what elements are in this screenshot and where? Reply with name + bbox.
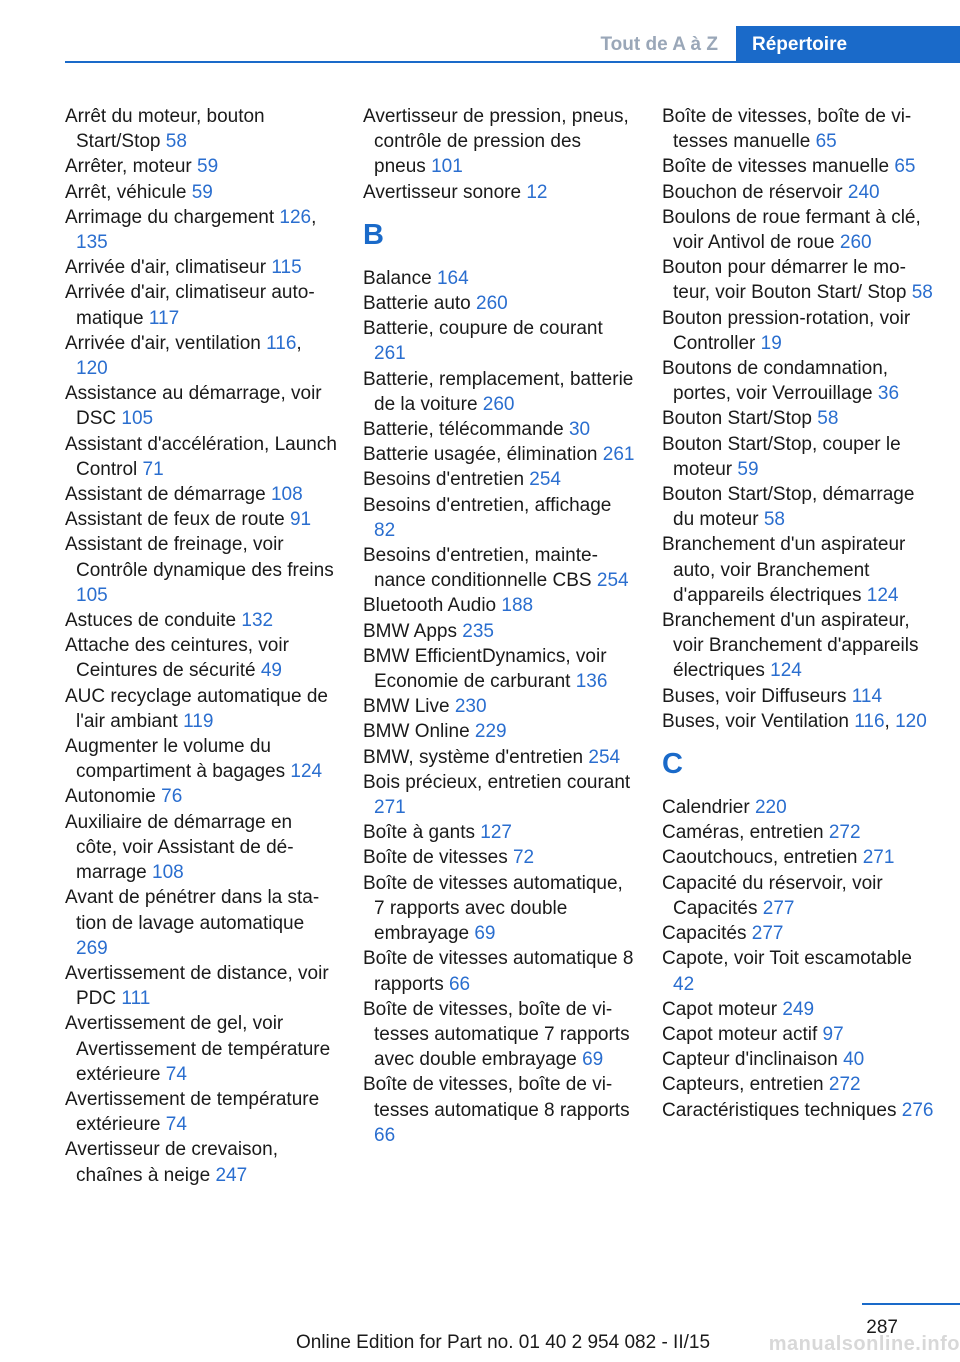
index-entry: [662, 684, 934, 709]
page-reference-link[interactable]: 261: [374, 343, 406, 365]
page-reference-link[interactable]: 12: [526, 181, 548, 203]
page-reference-link[interactable]: 124: [770, 660, 802, 682]
index-column-3: [662, 104, 934, 1123]
page-number: 287: [866, 1317, 898, 1338]
index-term: Capteur d'inclinaison: [662, 1049, 838, 1071]
index-entry: [363, 367, 635, 417]
index-term: Capot moteur actif: [662, 1023, 818, 1045]
index-entry: [65, 154, 337, 179]
index-entry: [65, 280, 337, 330]
page-reference-link[interactable]: 111: [121, 988, 151, 1010]
index-entry: Buses, voir Ventilation 116, 120: [662, 710, 927, 732]
index-term: Boîte de vitesses manuelle: [662, 156, 890, 178]
page-reference-link[interactable]: 108: [152, 862, 184, 884]
index-entry: [662, 104, 934, 154]
index-letter-heading: C: [662, 748, 683, 781]
index-term: Boîte de vitesses, boîte de vitesses manuelle: [662, 106, 912, 153]
page-reference-link[interactable]: 254: [596, 570, 629, 592]
index-entry: [363, 719, 635, 744]
index-entry: [363, 745, 635, 770]
index-entry: [363, 820, 635, 845]
page-reference-link[interactable]: 124: [866, 584, 899, 606]
index-term: Avertissement de distance, voir PDC: [65, 962, 329, 1010]
index-entry: [662, 946, 934, 996]
index-entry: [662, 1022, 934, 1047]
index-term: BMW Apps: [363, 620, 457, 642]
index-entry: [363, 266, 635, 291]
index-entry: [363, 770, 635, 820]
page-reference-link[interactable]: 108: [270, 484, 303, 506]
index-term: Avertisseur de pression, pneus, contrôle de pression des pneus: [363, 106, 629, 178]
index-term: Bouchon de réservoir: [662, 181, 843, 203]
index-entry: [662, 432, 934, 482]
page-reference-link[interactable]: 36: [877, 383, 900, 405]
page-reference-link[interactable]: 58: [911, 282, 933, 304]
index-entry: [65, 784, 337, 809]
index-term: Batterie usagée, élimination: [363, 444, 598, 466]
index-term: AUC recyclage automatique de l'air ambiant: [65, 685, 328, 732]
page-reference-link[interactable]: 272: [828, 822, 861, 844]
index-term: Boîte de vitesses, boîte de vitesses automatique 7 rapports avec double embrayage: [363, 998, 630, 1071]
page-reference-link[interactable]: 188: [501, 595, 534, 617]
index-term: BMW, système d'entretien: [363, 746, 584, 768]
index-term: Batterie, remplacement, batterie de la voiture: [363, 368, 634, 415]
page-reference-link[interactable]: 49: [260, 660, 282, 682]
index-term: Batterie, télécommande: [363, 419, 564, 441]
index-entry: Arrimage du chargement 126, 135: [65, 206, 317, 254]
index-term: Buses, voir Ventilation: [662, 710, 849, 732]
index-entry: [65, 608, 337, 633]
index-entry: [662, 871, 934, 921]
index-entry: [662, 482, 934, 532]
index-entry: [662, 306, 934, 356]
page-reference-link[interactable]: 261: [602, 444, 635, 466]
page-reference-link[interactable]: 74: [165, 1114, 187, 1136]
index-term: Capacité du réservoir, voir Capacités: [662, 872, 883, 919]
index-entry: [662, 1047, 934, 1072]
page-reference-link[interactable]: 272: [828, 1074, 861, 1096]
index-term: Assistant de démarrage: [65, 484, 266, 506]
page-reference-link[interactable]: 249: [782, 998, 815, 1020]
index-entry: [363, 997, 635, 1073]
page-reference-link[interactable]: 254: [529, 469, 561, 491]
index-entry: [65, 255, 337, 280]
page-reference-link[interactable]: 101: [431, 156, 463, 178]
index-term: Avant de pénétrer dans la station de lavage automatique: [65, 887, 320, 934]
index-term: Bouton Start/Stop: [662, 408, 812, 430]
index-entry: [662, 532, 934, 608]
index-term: Arrêter, moteur: [65, 156, 192, 178]
page-reference-link[interactable]: 269: [76, 937, 108, 959]
index-term: Avertisseur de crevaison, chaînes à neige: [65, 1139, 278, 1186]
index-entry: [662, 255, 934, 305]
index-entry: [65, 381, 337, 431]
index-term: Autonomie: [65, 786, 156, 808]
index-entry: [363, 871, 635, 947]
index-entry: [65, 885, 337, 961]
index-term: Assistant de feux de route: [65, 509, 285, 531]
index-term: Besoins d'entretien, affichage: [363, 494, 612, 516]
page-reference-link[interactable]: 69: [582, 1049, 604, 1071]
index-entry: [363, 291, 635, 316]
index-entry: [363, 694, 635, 719]
index-entry: [662, 1098, 934, 1123]
page-reference-link[interactable]: 235: [462, 620, 494, 642]
index-entry: [662, 406, 934, 431]
index-term: Besoins d'entretien: [363, 469, 525, 491]
page-reference-link[interactable]: 58: [763, 509, 785, 531]
page-reference-link[interactable]: 105: [121, 408, 154, 430]
page-reference-link[interactable]: 116: [854, 710, 885, 732]
page-reference-link[interactable]: 40: [843, 1049, 865, 1071]
index-entry: [363, 467, 635, 492]
index-term: Bouton Start/Stop, couper le moteur: [662, 433, 901, 480]
page-rule: [862, 1303, 960, 1305]
page-reference-link[interactable]: 271: [862, 847, 895, 869]
index-entry: [363, 493, 635, 543]
index-term: Caméras, entretien: [662, 822, 824, 844]
index-term: Bois précieux, entretien courant: [363, 771, 631, 793]
page-reference-link[interactable]: 69: [474, 923, 496, 945]
index-entry: [65, 532, 337, 608]
index-entry: [662, 180, 934, 205]
page-reference-link[interactable]: 65: [894, 156, 916, 178]
page-reference-link[interactable]: 260: [476, 293, 508, 315]
page-reference-link[interactable]: 136: [575, 671, 608, 693]
page-reference-link[interactable]: 91: [289, 509, 312, 531]
index-entry: [662, 921, 934, 946]
tab-section[interactable]: Tout de A à Z: [600, 34, 718, 55]
page-reference-link[interactable]: 126: [279, 206, 312, 228]
page-reference-link[interactable]: 271: [374, 797, 406, 819]
index-entry: [662, 205, 934, 255]
index-entry: [363, 543, 635, 593]
index-term: Bouton pour démarrer le moteur, voir Bouton Start/ Stop: [662, 257, 907, 304]
index-term: Avertissement de gel, voir Avertissement de température extérieure: [65, 1013, 331, 1085]
page-reference-link[interactable]: 58: [817, 408, 839, 430]
index-entry: [662, 997, 934, 1022]
page-reference-link[interactable]: 277: [762, 897, 795, 919]
page-reference-link[interactable]: 59: [737, 458, 759, 480]
page-reference-link[interactable]: 120: [895, 710, 927, 732]
index-term: Bouton pression-rotation, voir Controller: [662, 307, 911, 354]
index-letter-heading: B: [363, 218, 384, 251]
page-reference-link[interactable]: 82: [374, 519, 396, 541]
page-reference-link[interactable]: 220: [754, 797, 787, 819]
index-term: Auxiliaire de démarrage en côte, voir Assistant de démarrage: [65, 811, 294, 884]
index-term: Arrêt, véhicule: [65, 181, 187, 203]
index-entry: [65, 810, 337, 886]
index-entry: [363, 845, 635, 870]
index-entry: [363, 946, 635, 996]
page-reference-link[interactable]: 132: [241, 610, 274, 632]
index-term: Arrimage du chargement: [65, 206, 275, 228]
index-term: Boîte de vitesses automatique 8 rapports: [363, 948, 634, 995]
page-reference-link[interactable]: 277: [751, 923, 784, 945]
page-reference-link[interactable]: 30: [568, 419, 591, 441]
index-term: Boîte de vitesses, boîte de vitesses automatique 8 rapports: [363, 1074, 630, 1121]
footer-edition: Online Edition for Part no. 01 40 2 954 082 - II/15: [295, 1332, 711, 1353]
page-reference-link[interactable]: 114: [851, 685, 883, 707]
index-term: Arrivée d'air, climatiseur automatique: [65, 282, 315, 329]
index-entry: [363, 1072, 635, 1148]
index-term: Calendrier: [662, 797, 750, 819]
index-term: Capteurs, entretien: [662, 1074, 824, 1096]
index-entry: [363, 619, 635, 644]
page-reference-link[interactable]: 127: [480, 822, 512, 844]
index-entry: [65, 180, 337, 205]
index-entry: Arrivée d'air, ventilation 116, 120: [65, 332, 302, 380]
index-term: Astuces de conduite: [65, 610, 237, 632]
index-entry: [65, 633, 337, 683]
index-term: Boutons de condamnation, portes, voir Verrouillage: [662, 358, 889, 405]
index-entry: [662, 608, 934, 684]
index-term: Besoins d'entretien, maintenance conditionnelle CBS: [363, 545, 598, 592]
index-term: BMW Live: [363, 696, 450, 718]
index-term: BMW Online: [363, 721, 470, 743]
index-entry: [65, 482, 337, 507]
index-entry: [363, 104, 635, 180]
index-term: Boîte de vitesses automatique, 7 rapports avec double embrayage: [363, 872, 623, 945]
page-reference-link[interactable]: 66: [374, 1124, 396, 1146]
index-term: Caoutchoucs, entretien: [662, 847, 858, 869]
index-entry: [662, 845, 934, 870]
index-term: Boîte à gants: [363, 822, 475, 844]
index-entry: [65, 1137, 337, 1187]
page-reference-link[interactable]: 72: [512, 847, 535, 869]
index-term: Arrivée d'air, ventilation: [65, 332, 261, 354]
index-term: Capacités: [662, 923, 747, 945]
index-entry: [363, 644, 635, 694]
page-reference-link[interactable]: 240: [847, 181, 880, 203]
index-term: BMW EfficientDynamics, voir Economie de carburant: [363, 645, 607, 693]
page-reference-link[interactable]: 135: [76, 232, 108, 254]
page-reference-link[interactable]: 65: [815, 131, 837, 153]
page-reference-link[interactable]: 105: [76, 584, 108, 606]
page-reference-link[interactable]: 164: [436, 267, 469, 289]
page-reference-link[interactable]: 19: [760, 332, 782, 354]
page-reference-link[interactable]: 66: [448, 973, 471, 995]
index-entry: [65, 432, 337, 482]
page-reference-link[interactable]: 124: [290, 761, 323, 783]
index-term: Buses, voir Diffuseurs: [662, 685, 847, 707]
index-entry: [363, 316, 635, 366]
index-entry: [65, 734, 337, 784]
index-entry: [363, 180, 635, 205]
index-term: Caractéristiques techniques: [662, 1099, 897, 1121]
page-reference-link[interactable]: 58: [165, 131, 187, 153]
page-reference-link[interactable]: 76: [161, 786, 183, 808]
page-reference-link[interactable]: 260: [839, 232, 872, 254]
index-term: Attache des ceintures, voir Ceintures de sécurité: [65, 635, 289, 682]
index-term: Assistance au démarrage, voir DSC: [65, 383, 322, 430]
index-term: Arrivée d'air, climatiseur: [65, 257, 267, 279]
index-term: Arrêt du moteur, bouton Start/Stop: [65, 106, 265, 153]
index-entry: [363, 442, 635, 467]
page-reference-link[interactable]: 276: [901, 1099, 934, 1121]
index-entry: [662, 1072, 934, 1097]
page-reference-link[interactable]: 71: [142, 458, 164, 480]
index-term: Avertissement de température extérieure: [65, 1088, 320, 1136]
index-entry: [65, 1087, 337, 1137]
index-term: Augmenter le volume du compartiment à bagages: [65, 736, 286, 783]
watermark: manualsonline.info: [768, 1333, 960, 1355]
index-entry: [662, 356, 934, 406]
index-entry: [65, 104, 337, 154]
page-reference-link[interactable]: 74: [165, 1063, 187, 1085]
index-entry: [363, 593, 635, 618]
index-entry: [65, 961, 337, 1011]
page-reference-link[interactable]: 120: [76, 358, 108, 380]
index-term: Bouton Start/Stop, démarrage du moteur: [662, 484, 915, 531]
index-entry: [662, 154, 934, 179]
page-reference-link[interactable]: 97: [822, 1023, 844, 1045]
index-term: Assistant d'accélération, Launch Control: [65, 433, 337, 480]
page-reference-link[interactable]: 247: [215, 1164, 248, 1186]
index-entry: [65, 507, 337, 532]
index-term: Assistant de freinage, voir Contrôle dynamique des freins: [65, 534, 334, 581]
index-term: Batterie auto: [363, 293, 471, 315]
page-reference-link[interactable]: 260: [482, 393, 515, 415]
index-entry: [65, 684, 337, 734]
page-reference-link[interactable]: 119: [183, 710, 214, 732]
index-term: Capot moteur: [662, 998, 778, 1020]
index-entry: [662, 795, 934, 820]
page-reference-link[interactable]: 117: [148, 307, 180, 329]
page-reference-link[interactable]: 229: [474, 721, 507, 743]
page-reference-link[interactable]: 116: [266, 332, 297, 354]
index-term: Bluetooth Audio: [363, 595, 497, 617]
index-term: Branchement d'un aspirateur auto, voir Branchement d'appareils électriques: [662, 534, 906, 606]
page-reference-link[interactable]: 59: [197, 156, 219, 178]
index-term: Batterie, coupure de courant: [363, 318, 603, 340]
page-reference-link[interactable]: 230: [454, 696, 487, 718]
index-entry: [65, 1011, 337, 1087]
index-term: Branchement d'un aspirateur, voir Branchement d'appareils électriques: [662, 610, 919, 682]
index-term: Avertisseur sonore: [363, 181, 522, 203]
index-entry: [363, 417, 635, 442]
index-term: Capote, voir Toit escamotable: [662, 948, 912, 970]
page-reference-link[interactable]: 42: [673, 973, 695, 995]
index-column-2: [363, 104, 635, 1148]
index-term: Boîte de vitesses: [363, 847, 508, 869]
page-reference-link[interactable]: 254: [588, 746, 621, 768]
page-reference-link[interactable]: 59: [191, 181, 213, 203]
index-term: Boulons de roue fermant à clé, voir Antivol de roue: [662, 206, 921, 254]
index-column-1: [65, 104, 337, 1188]
index-term: Balance: [363, 267, 432, 289]
tab-active[interactable]: Répertoire: [736, 26, 960, 63]
page-reference-link[interactable]: 115: [271, 257, 302, 279]
index-entry: [662, 820, 934, 845]
